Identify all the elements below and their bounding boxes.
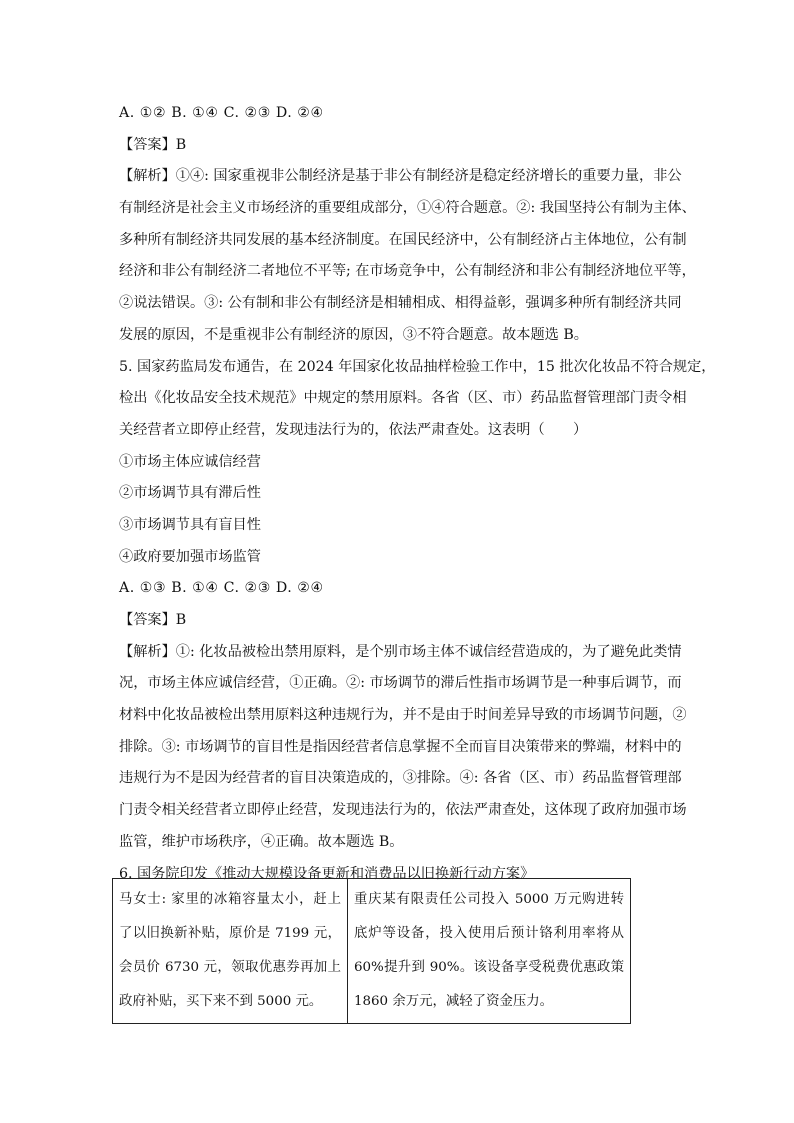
q6-stem: 6. 国务院印发《推动大规模设备更新和消费品以旧换新行动方案》 xyxy=(119,865,535,882)
q4-analysis-line: ②说法错误。③: 公有制和非公有制经济是相辅相成、相得益彰，强调多种所有制经济共同 xyxy=(119,295,682,312)
q5-analysis-line: 材料中化妆品被检出禁用原料这种违规行为，并不是由于时间差异导致的市场调节问题，② xyxy=(119,707,687,724)
cell-line: 了以旧换新补贴，原价是 7199 元， xyxy=(119,926,341,941)
q5-choice: ④政府要加强市场监管 xyxy=(119,548,261,565)
q4-analysis-line: 多种所有制经济共同发展的基本经济制度。在国民经济中，公有制经济占主体地位，公有制 xyxy=(119,231,687,248)
q4-analysis-line: 经济和非公有制经济二者地位不平等; 在市场竞争中，公有制经济和非公有制经济地位平等， xyxy=(119,263,696,280)
q5-choice: ③市场调节具有盲目性 xyxy=(119,516,261,533)
q4-answer: 【答案】B xyxy=(119,136,187,153)
cell-line: 底炉等设备，投入使用后预计铬利用率将从 xyxy=(354,926,624,941)
table-row xyxy=(113,879,631,1024)
q5-stem-line: 检出《化妆品安全技术规范》中规定的禁用原料。各省（区、市）药品监督管理部门责令相 xyxy=(119,390,687,407)
cell-line: 会员价 6730 元，领取优惠券再加上 xyxy=(119,960,341,975)
cell-line: 60%提升到 90%。该设备享受税费优惠政策 xyxy=(354,960,624,975)
q5-analysis-line: 排除。③: 市场调节的盲目性是指因经营者信息掌握不全而盲目决策带来的弊端，材料中的 xyxy=(119,738,682,755)
material-cell-enterprise xyxy=(348,879,631,1024)
q5-choice: ②市场调节具有滞后性 xyxy=(119,485,261,502)
q5-choice: ①市场主体应诚信经营 xyxy=(119,453,261,470)
q5-answer: 【答案】B xyxy=(119,612,187,628)
q4-analysis-line: 【解析】①④: 国家重视非公制经济是基于非公有制经济是稳定经济增长的重要力量，非公 xyxy=(119,168,682,185)
q5-analysis-line: 门责令相关经营者立即停止经营，发现违法行为的，依法严肃查处，这体现了政府加强市场 xyxy=(119,802,687,819)
cell-line: 马女士: 家里的冰箱容量太小，赶上 xyxy=(119,892,341,907)
q4-analysis-line: 发展的原因，不是重视非公有制经济的原因，③不符合题意。故本题选 B。 xyxy=(119,326,588,343)
q5-analysis-line: 【解析】①: 化妆品被检出禁用原料，是个别市场主体不诚信经营造成的，为了避免此类情 xyxy=(119,643,682,660)
document-page xyxy=(119,98,716,890)
cell-line: 重庆某有限责任公司投入 5000 万元购进转 xyxy=(354,892,624,907)
q4-analysis-line: 有制经济是社会主义市场经济的重要组成部分，①④符合题意。②: 我国坚持公有制为主体、 xyxy=(119,200,696,217)
q5-options: A. ①③ B. ①④ C. ②③ D. ②④ xyxy=(119,580,324,597)
q5-analysis-line: 况，市场主体应诚信经营，①正确。②: 市场调节的滞后性指市场调节是一种事后调节，而 xyxy=(119,675,682,692)
q4-options: A. ①② B. ①④ C. ②③ D. ②④ xyxy=(119,105,324,121)
cell-line: 1860 余万元，减轻了资金压力。 xyxy=(354,994,554,1009)
q5-stem-line: 关经营者立即停止经营，发现违法行为的，依法严肃查处。这表明（ ） xyxy=(119,421,588,438)
material-cell-consumer xyxy=(113,879,348,1024)
cell-line: 政府补贴，买下来不到 5000 元。 xyxy=(119,994,323,1009)
q5-stem-line: 5. 国家药监局发布通告，在 2024 年国家化妆品抽样检验工作中，15 批次化妆品不符合规定， xyxy=(119,358,716,375)
q5-analysis-line: 监管，维护市场秩序，④正确。故本题选 B。 xyxy=(119,833,404,850)
q5-analysis-line: 违规行为不是因为经营者的盲目决策造成的，③排除。④: 各省（区、市）药品监督管理部 xyxy=(119,770,682,787)
q6-material-table xyxy=(112,878,631,1024)
